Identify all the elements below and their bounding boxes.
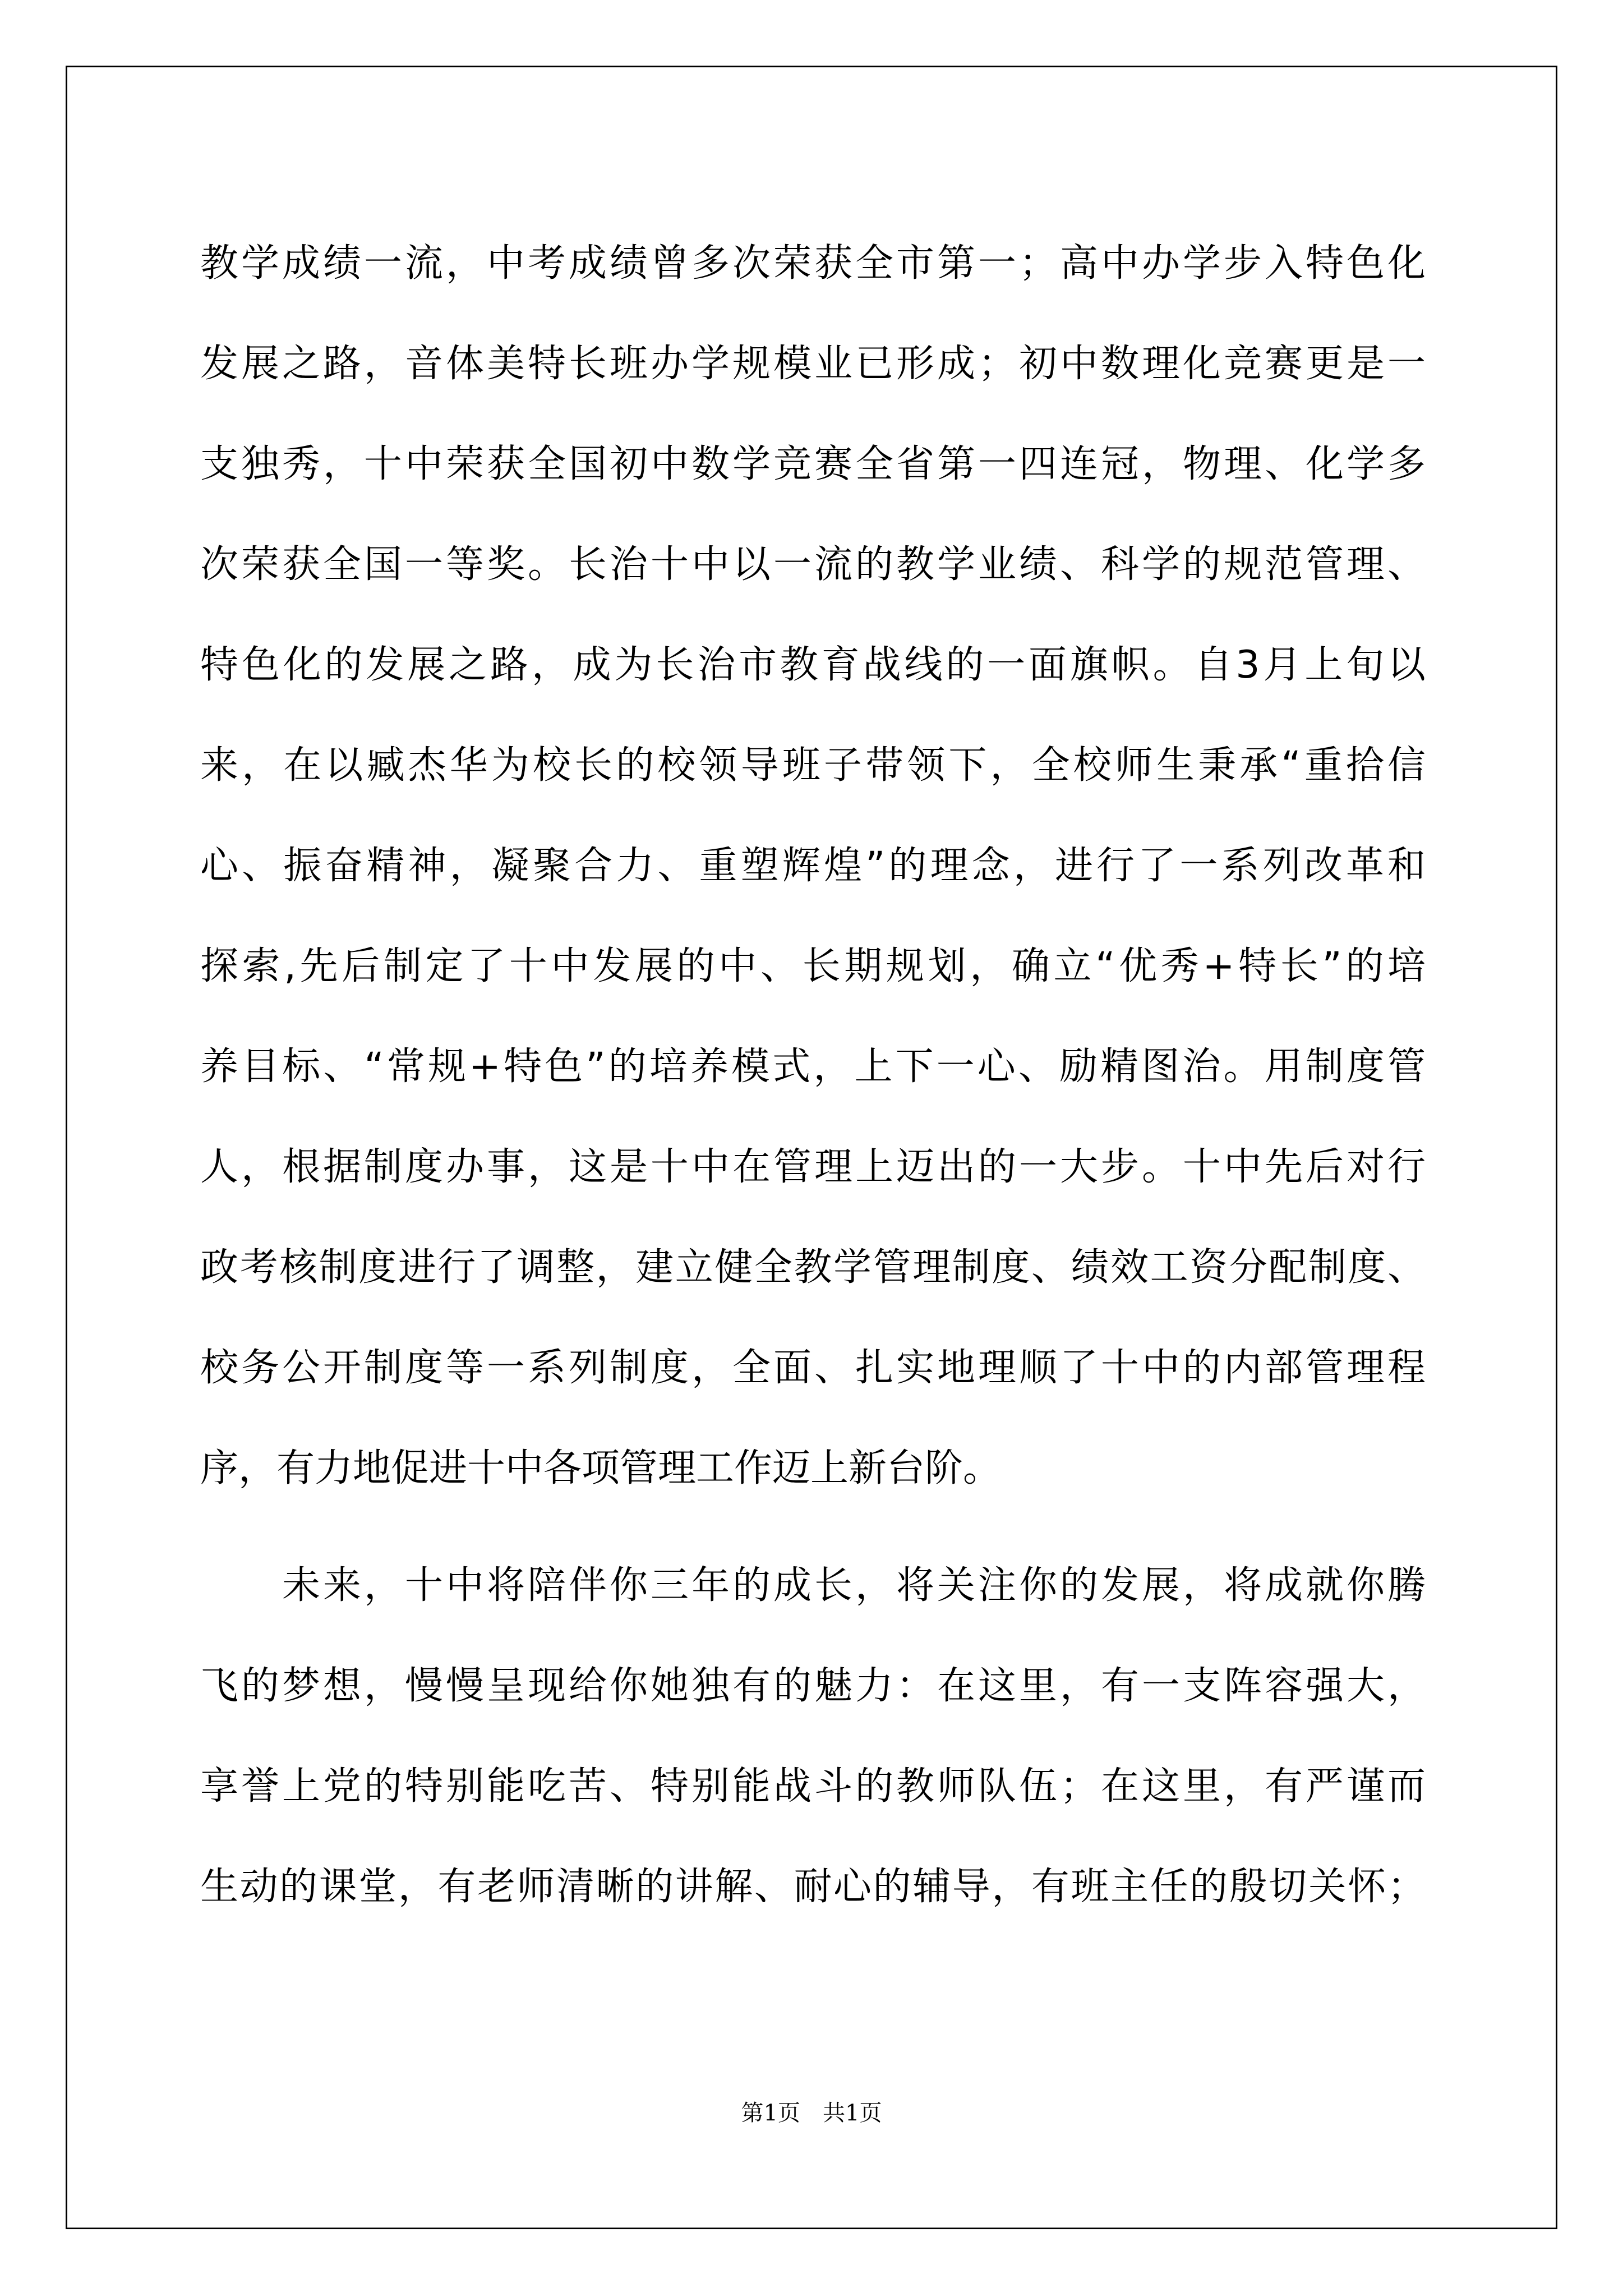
text-line: 养目标、“常规+特色”的培养模式，上下一心、励精图治。用制度管	[200, 1045, 1426, 1089]
paragraph-2	[200, 1535, 1426, 1937]
paragraph-gap	[200, 1519, 1426, 1535]
text-line: 享誉上党的特别能吃苦、特别能战斗的教师队伍；在这里，有严谨而	[200, 1764, 1426, 1809]
text-line: 探索,先后制定了十中发展的中、长期规划，确立“优秀+特长”的培	[200, 944, 1426, 988]
text-line: 特色化的发展之路，成为长治市教育战线的一面旗帜。自3月上旬以	[200, 643, 1426, 687]
text-line: 政考核制度进行了调整，建立健全教学管理制度、绩效工资分配制度、	[200, 1245, 1426, 1290]
text-line: 来，在以臧杰华为校长的校领导班子带领下，全校师生秉承“重拾信	[200, 743, 1426, 788]
text-line: 序，有力地促进十中各项管理工作迈上新台阶。	[200, 1446, 1002, 1490]
text-line: 飞的梦想，慢慢呈现给你她独有的魅力：在这里，有一支阵容强大，	[200, 1664, 1426, 1708]
page-footer: 第1页 共1页	[741, 2100, 882, 2126]
text-line: 校务公开制度等一系列制度，全面、扎实地理顺了十中的内部管理程	[200, 1346, 1426, 1390]
text-line: 支独秀，十中荣获全国初中数学竞赛全省第一四连冠，物理、化学多	[200, 442, 1426, 486]
text-line: 心、振奋精神，凝聚合力、重塑辉煌”的理念，进行了一系列改革和	[200, 844, 1426, 888]
text-line: 次荣获全国一等奖。长治十中以一流的教学业绩、科学的规范管理、	[200, 542, 1426, 587]
document-body	[200, 213, 1426, 1937]
paragraph-1	[200, 213, 1426, 1519]
text-line: 发展之路，音体美特长班办学规模业已形成；初中数理化竞赛更是一	[200, 342, 1426, 386]
text-line: 人，根据制度办事，这是十中在管理上迈出的一大步。十中先后对行	[200, 1145, 1426, 1189]
text-line: 未来，十中将陪伴你三年的成长，将关注你的发展，将成就你腾	[200, 1563, 1426, 1608]
text-line: 生动的课堂，有老师清晰的讲解、耐心的辅导，有班主任的殷切关怀；	[200, 1865, 1426, 1909]
text-line: 教学成绩一流，中考成绩曾多次荣获全市第一；高中办学步入特色化	[200, 241, 1426, 286]
